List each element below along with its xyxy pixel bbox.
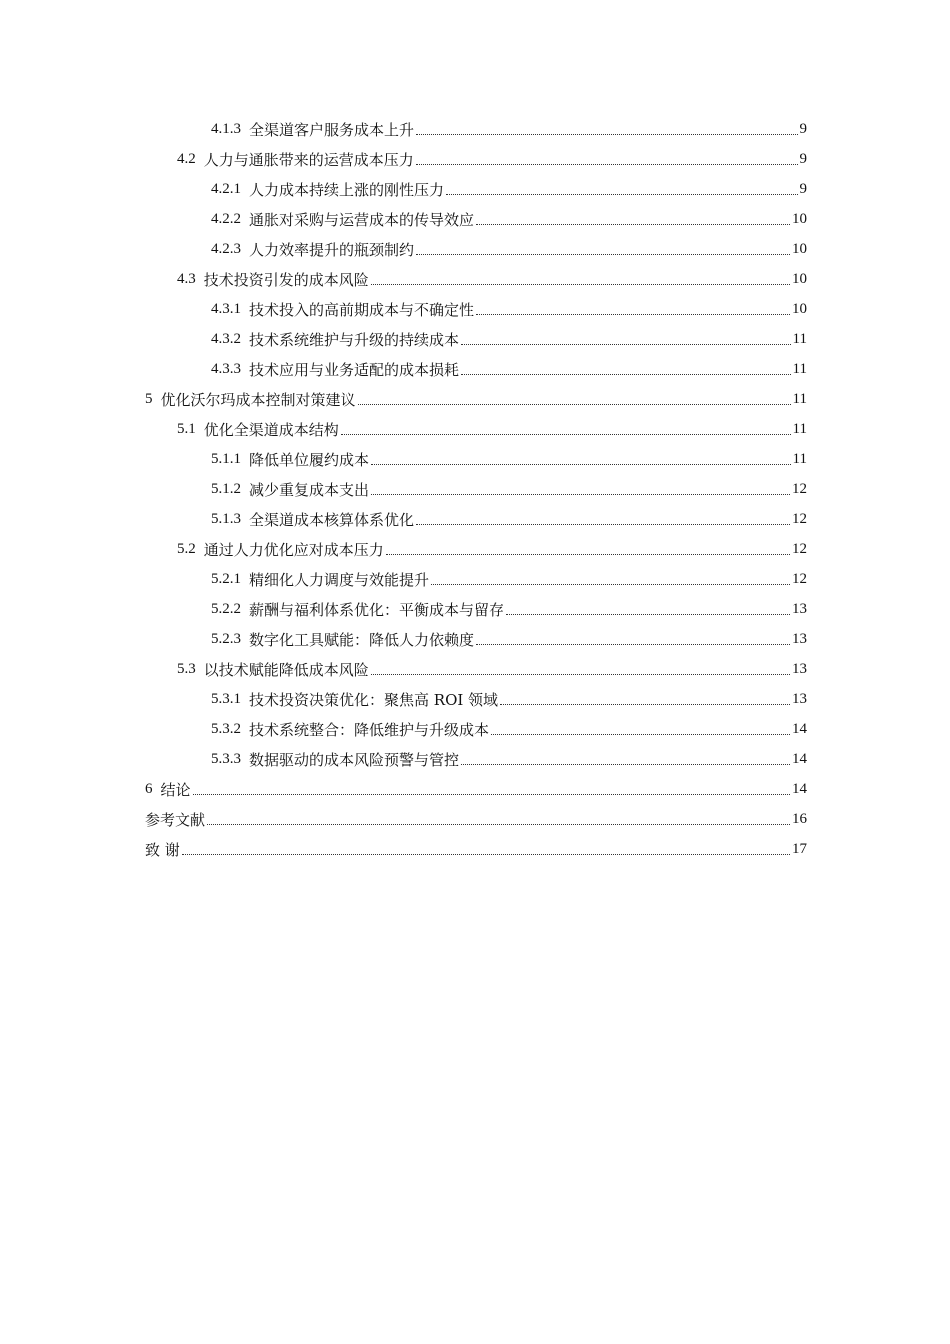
toc-entry-page-number: 13 [792, 690, 807, 707]
toc-entry[interactable] [0, 414, 950, 444]
toc-entry-title: 数字化工具赋能：降低人力依赖度 [249, 630, 475, 649]
toc-entry-number: 5.2.2 [211, 600, 241, 617]
toc-entry-title: 技术投资决策优化：聚焦高 ROI 领域 [249, 690, 499, 709]
toc-entry[interactable] [0, 474, 950, 504]
toc-entry-number: 5.3.2 [211, 720, 241, 737]
toc-entry-page-number: 12 [792, 540, 807, 557]
toc-entry-number: 5.2.3 [211, 630, 241, 647]
dot-leader [446, 193, 797, 195]
toc-entry-title: 致 谢 [145, 840, 180, 859]
toc-entry-title: 人力与通胀带来的运营成本压力 [203, 150, 414, 169]
dot-leader [416, 253, 790, 255]
toc-entry[interactable] [0, 174, 950, 204]
toc-entry-number: 5.1 [177, 420, 196, 437]
toc-entry-page-number: 10 [792, 270, 807, 287]
dot-leader [371, 283, 790, 285]
toc-entry-title: 参考文献 [145, 810, 206, 829]
dot-leader [491, 733, 790, 735]
toc-entry-title: 通过人力优化应对成本压力 [203, 540, 384, 559]
toc-entry-title: 人力成本持续上涨的刚性压力 [249, 180, 445, 199]
dot-leader [476, 643, 790, 645]
toc-entry-title: 降低单位履约成本 [249, 450, 370, 469]
dot-leader [416, 523, 790, 525]
toc-entry-number: 4.2.1 [211, 180, 241, 197]
toc-entry-number: 4.2.3 [211, 240, 241, 257]
dot-leader [371, 673, 790, 675]
toc-entry-title: 减少重复成本支出 [249, 480, 370, 499]
toc-entry-title: 以技术赋能降低成本风险 [203, 660, 369, 679]
toc-entry-page-number: 10 [792, 210, 807, 227]
toc-entry-title: 技术投资引发的成本风险 [203, 270, 369, 289]
dot-leader [341, 433, 791, 435]
toc-entry[interactable] [0, 714, 950, 744]
toc-entry-number: 4.3.2 [211, 330, 241, 347]
dot-leader [193, 793, 790, 795]
toc-entry-page-number: 13 [792, 660, 807, 677]
toc-entry-number: 5.3.3 [211, 750, 241, 767]
toc-entry-number: 5.2.1 [211, 570, 241, 587]
dot-leader [371, 493, 790, 495]
toc-entry-page-number: 10 [792, 300, 807, 317]
toc-entry[interactable] [0, 774, 950, 804]
toc-entry[interactable] [0, 564, 950, 594]
table-of-contents [0, 114, 950, 864]
toc-entry[interactable] [0, 684, 950, 714]
dot-leader [461, 373, 791, 375]
toc-entry-page-number: 16 [792, 810, 807, 827]
toc-entry[interactable] [0, 654, 950, 684]
toc-entry-page-number: 11 [792, 330, 807, 347]
toc-entry-title: 数据驱动的成本风险预警与管控 [249, 750, 460, 769]
dot-leader [207, 823, 790, 825]
toc-entry-number: 4.3.3 [211, 360, 241, 377]
toc-entry-page-number: 9 [799, 150, 807, 167]
toc-entry-page-number: 10 [792, 240, 807, 257]
dot-leader [416, 163, 798, 165]
toc-entry-title: 精细化人力调度与效能提升 [249, 570, 430, 589]
toc-entry-title: 薪酬与福利体系优化：平衡成本与留存 [249, 600, 505, 619]
toc-entry-page-number: 11 [792, 450, 807, 467]
toc-entry-title: 全渠道客户服务成本上升 [249, 120, 415, 139]
toc-entry-number: 5.1.1 [211, 450, 241, 467]
toc-entry-number: 4.2 [177, 150, 196, 167]
toc-entry-number: 5.3 [177, 660, 196, 677]
toc-entry-number: 4.2.2 [211, 210, 241, 227]
toc-entry[interactable] [0, 534, 950, 564]
toc-entry-page-number: 12 [792, 510, 807, 527]
toc-entry-page-number: 13 [792, 600, 807, 617]
toc-entry-title: 全渠道成本核算体系优化 [249, 510, 415, 529]
toc-entry-title: 优化全渠道成本结构 [203, 420, 339, 439]
toc-entry-page-number: 9 [799, 180, 807, 197]
toc-entry[interactable] [0, 504, 950, 534]
toc-entry-number: 5.3.1 [211, 690, 241, 707]
toc-entry-page-number: 11 [792, 360, 807, 377]
toc-entry-page-number: 12 [792, 570, 807, 587]
dot-leader [182, 853, 790, 855]
dot-leader [461, 343, 791, 345]
dot-leader [476, 223, 790, 225]
toc-entry-page-number: 14 [792, 720, 807, 737]
dot-leader [500, 703, 790, 705]
toc-entry-page-number: 12 [792, 480, 807, 497]
toc-entry-title: 技术系统维护与升级的持续成本 [249, 330, 460, 349]
toc-entry-title: 技术应用与业务适配的成本损耗 [249, 360, 460, 379]
toc-entry-number: 6 [145, 780, 153, 797]
toc-entry[interactable] [0, 324, 950, 354]
dot-leader [476, 313, 790, 315]
toc-entry-page-number: 11 [792, 420, 807, 437]
dot-leader [358, 403, 791, 405]
dot-leader [506, 613, 790, 615]
toc-entry-number: 5 [145, 390, 153, 407]
toc-entry-number: 5.2 [177, 540, 196, 557]
toc-entry-page-number: 13 [792, 630, 807, 647]
toc-entry-number: 4.3 [177, 270, 196, 287]
toc-entry[interactable] [0, 624, 950, 654]
toc-entry-page-number: 17 [792, 840, 807, 857]
toc-entry-page-number: 14 [792, 750, 807, 767]
toc-entry[interactable] [0, 354, 950, 384]
toc-entry-number: 4.3.1 [211, 300, 241, 317]
toc-entry[interactable] [0, 144, 950, 174]
toc-entry-number: 4.1.3 [211, 120, 241, 137]
toc-entry[interactable] [0, 114, 950, 144]
toc-entry-title: 人力效率提升的瓶颈制约 [249, 240, 415, 259]
toc-entry[interactable] [0, 384, 950, 414]
toc-entry[interactable] [0, 294, 950, 324]
dot-leader [431, 583, 790, 585]
toc-entry-number: 5.1.3 [211, 510, 241, 527]
toc-entry[interactable] [0, 264, 950, 294]
toc-entry-title: 技术系统整合：降低维护与升级成本 [249, 720, 490, 739]
toc-entry-number: 5.1.2 [211, 480, 241, 497]
toc-entry[interactable] [0, 444, 950, 474]
toc-entry-page-number: 9 [799, 120, 807, 137]
toc-entry-page-number: 11 [792, 390, 807, 407]
toc-entry[interactable] [0, 204, 950, 234]
toc-entry-page-number: 14 [792, 780, 807, 797]
toc-entry-title: 通胀对采购与运营成本的传导效应 [249, 210, 475, 229]
dot-leader [416, 133, 797, 135]
toc-entry[interactable] [0, 594, 950, 624]
toc-entry-title: 优化沃尔玛成本控制对策建议 [160, 390, 356, 409]
toc-entry[interactable] [0, 744, 950, 774]
toc-entry[interactable] [0, 804, 950, 834]
toc-entry-title: 技术投入的高前期成本与不确定性 [249, 300, 475, 319]
toc-entry-title: 结论 [160, 780, 191, 799]
dot-leader [371, 463, 791, 465]
toc-entry[interactable] [0, 834, 950, 864]
dot-leader [386, 553, 790, 555]
dot-leader [461, 763, 790, 765]
toc-entry[interactable] [0, 234, 950, 264]
